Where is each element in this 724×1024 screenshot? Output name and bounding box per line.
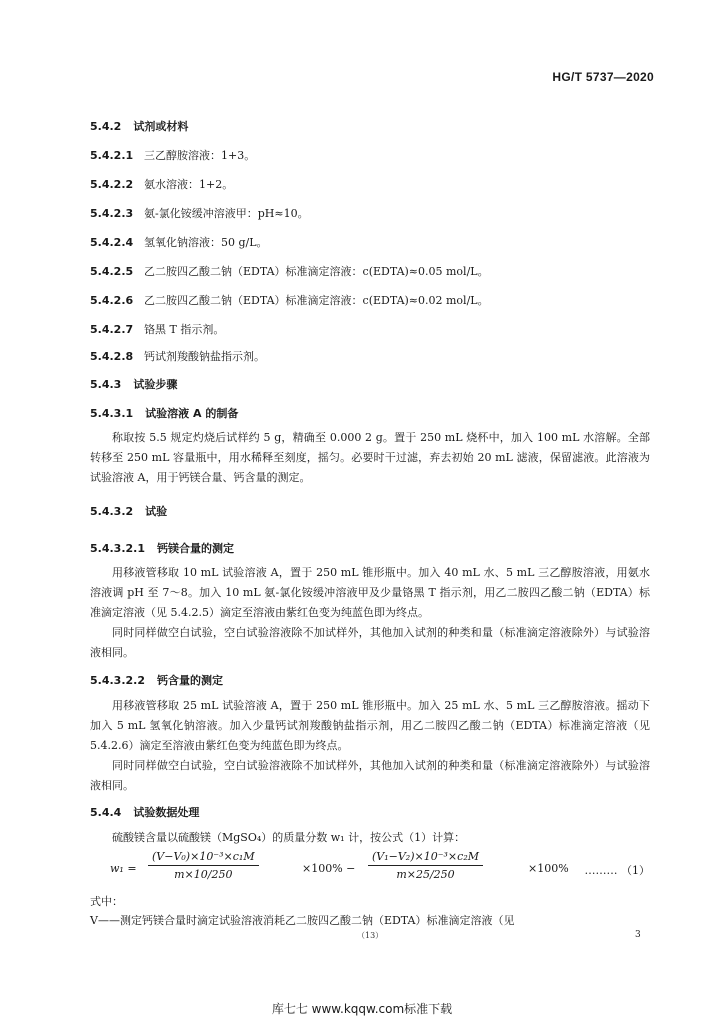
section-title: 钙镁合量的测定 xyxy=(156,542,234,555)
formula-1 xyxy=(110,850,650,890)
page-mark-small: （13） xyxy=(357,931,384,940)
list-item xyxy=(90,147,255,163)
list-item xyxy=(90,234,268,250)
fraction-2 xyxy=(368,850,483,881)
formula-operator: ×100% − xyxy=(302,862,356,875)
fraction-1 xyxy=(148,850,259,881)
section-title: 试验数据处理 xyxy=(133,806,200,819)
standard-number: HG/T 5737—2020 xyxy=(552,70,654,84)
fraction-numerator: (V₁−V₂)×10⁻³×c₂M xyxy=(368,850,483,866)
paragraph-5431: 称取按 5.5 规定灼烧后试样约 5 g，精确至 0.000 2 g。置于 250 mL 烧杯中，加入 100 mL 水溶解。全部转移至 250 mL 容量瓶中，用水稀释至刻度，摇匀。必要时干过滤，弃去初始 20 mL 滤液，保留滤液。此溶液为试验溶液 A，用于钙镁合量、钙含量的测定。 xyxy=(90,431,650,484)
list-item xyxy=(90,348,265,364)
item-number: 5.4.2.4 xyxy=(90,236,134,249)
section-heading-544 xyxy=(90,804,199,820)
item-number: 5.4.2.3 xyxy=(90,207,134,220)
item-number: 5.4.2.6 xyxy=(90,294,134,307)
item-number: 5.4.2.1 xyxy=(90,149,134,162)
section-title: 试验 xyxy=(145,505,168,518)
fraction-denominator: m×10/250 xyxy=(174,868,233,881)
item-text: 氢氧化钠溶液：50 g/L。 xyxy=(144,236,268,249)
list-item xyxy=(90,292,489,308)
item-text: 钙试剂羧酸钠盐指示剂。 xyxy=(144,350,265,363)
section-heading-543 xyxy=(90,376,177,392)
equation-number: ……… （1） xyxy=(584,864,650,877)
section-number: 5.4.3 xyxy=(90,378,122,391)
section-number: 5.4.3.2.2 xyxy=(90,674,145,687)
section-heading-54321 xyxy=(90,540,234,556)
section-number: 5.4.3.1 xyxy=(90,407,134,420)
section-title: 试验步骤 xyxy=(133,378,178,391)
list-item xyxy=(90,176,233,192)
list-item xyxy=(90,205,309,221)
formula-tail: ×100% xyxy=(528,862,569,875)
section-heading-542 xyxy=(90,118,188,134)
section-number: 5.4.2 xyxy=(90,120,122,133)
item-text: 氨-氯化铵缓冲溶液甲：pH≈10。 xyxy=(144,207,309,220)
paragraph-54321-a: 用移液管移取 10 mL 试验溶液 A，置于 250 mL 锥形瓶中。加入 40 mL 水、5 mL 三乙醇胺溶液，用氨水溶液调 pH 至 7～8。加入 10 mL 氨-氯化铵缓冲溶液甲及少量铬黑 T 指示剂，用乙二胺四乙酸二钠（EDTA）标准滴定溶液（见 5.4.2.5）滴定至溶液由紫红色变为纯蓝色即为终点。 xyxy=(90,566,650,619)
section-number: 5.4.4 xyxy=(90,806,122,819)
section-title: 试验溶液 A 的制备 xyxy=(145,407,239,420)
item-number: 5.4.2.2 xyxy=(90,178,134,191)
item-number: 5.4.2.5 xyxy=(90,265,134,278)
section-number: 5.4.3.2 xyxy=(90,505,134,518)
fraction-denominator: m×25/250 xyxy=(396,868,455,881)
section-heading-54322 xyxy=(90,672,223,688)
item-text: 乙二胺四乙酸二钠（EDTA）标准滴定溶液：c(EDTA)≈0.05 mol/L。 xyxy=(144,265,489,278)
section-number: 5.4.3.2.1 xyxy=(90,542,145,555)
item-number: 5.4.2.7 xyxy=(90,323,134,336)
paragraph-544: 硫酸镁含量以硫酸镁（MgSO₄）的质量分数 w₁ 计，按公式（1）计算： xyxy=(112,831,466,844)
item-text: 三乙醇胺溶液：1+3。 xyxy=(144,149,256,162)
section-title: 钙含量的测定 xyxy=(156,674,223,687)
paragraph-54322-b: 同时同样做空白试验，空白试验溶液除不加试样外，其他加入试剂的种类和量（标准滴定溶液除外）与试验溶液相同。 xyxy=(90,759,650,792)
item-text: 铬黑 T 指示剂。 xyxy=(144,323,225,336)
paragraph-54322-a: 用移液管移取 25 mL 试验溶液 A，置于 250 mL 锥形瓶中。加入 25 mL 水、5 mL 三乙醇胺溶液。摇动下加入 5 mL 氢氧化钠溶液。加入少量钙试剂羧酸钠盐指示剂，用乙二胺四乙酸二钠（EDTA）标准滴定溶液（见 5.4.2.6）滴定至溶液由紫红色变为纯蓝色即为终点。 xyxy=(90,699,650,752)
item-text: 乙二胺四乙酸二钠（EDTA）标准滴定溶液：c(EDTA)≈0.02 mol/L。 xyxy=(144,294,489,307)
item-number: 5.4.2.8 xyxy=(90,350,134,363)
fraction-numerator: (V−V₀)×10⁻³×c₁M xyxy=(148,850,259,866)
formula-lhs: w₁ = xyxy=(110,862,137,875)
page-number: 3 xyxy=(635,930,641,940)
section-title: 试剂或材料 xyxy=(133,120,189,133)
where-label: 式中： xyxy=(90,895,123,908)
item-text: 氨水溶液：1+2。 xyxy=(144,178,234,191)
section-heading-5432 xyxy=(90,503,167,519)
variable-definition: V——测定钙镁合量时滴定试验溶液消耗乙二胺四乙酸二钠（EDTA）标准滴定溶液（见 xyxy=(90,914,515,927)
list-item xyxy=(90,321,224,337)
paragraph-54321-b: 同时同样做空白试验，空白试验溶液除不加试样外，其他加入试剂的种类和量（标准滴定溶液除外）与试验溶液相同。 xyxy=(90,626,650,659)
list-item xyxy=(90,263,489,279)
section-heading-5431 xyxy=(90,405,238,421)
footer-watermark-text: 库七七 www.kqqw.com标准下载 xyxy=(271,1002,453,1016)
